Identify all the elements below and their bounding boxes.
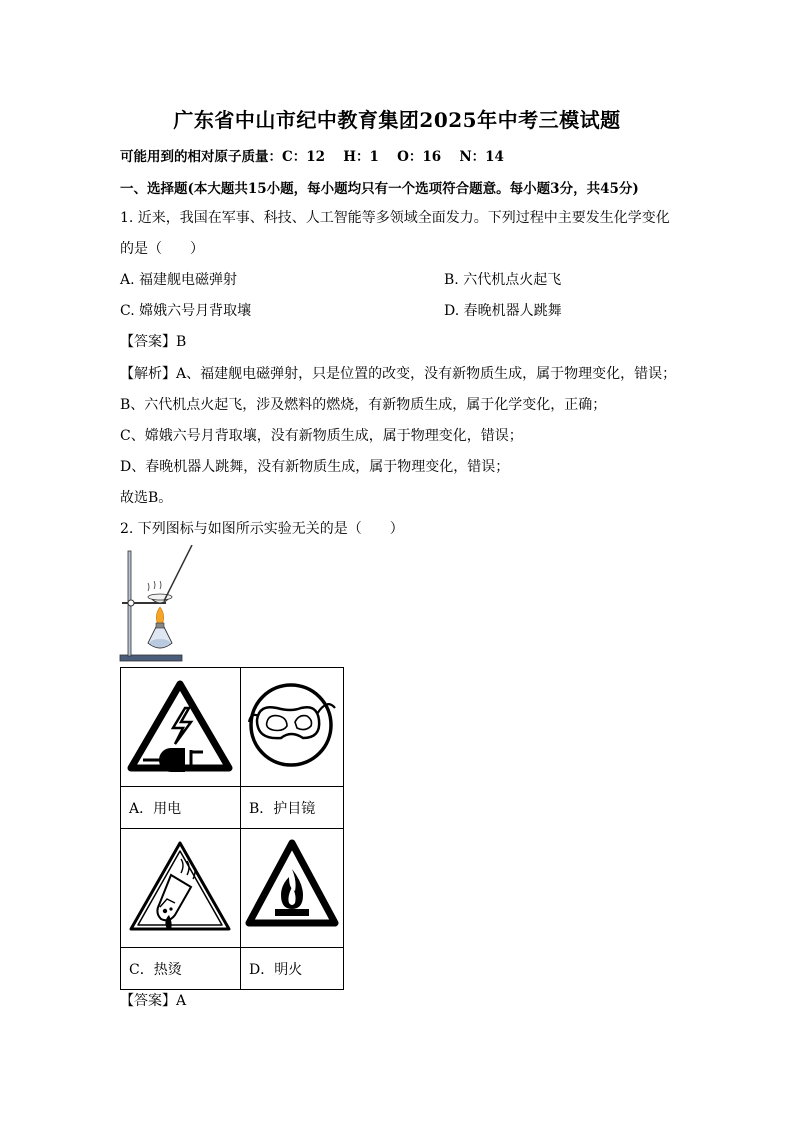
hazard-icon-table [120, 667, 344, 990]
q2-stem: 2. 下列图标与如图所示实验无关的是（ ） [120, 521, 404, 537]
q1-stem-line2: 的是（ ） [120, 241, 204, 257]
q1-analysis-line: B、六代机点火起飞，涉及燃料的燃烧，有新物质生成，属于化学变化，正确； [120, 397, 607, 413]
option-d-icon-cell [241, 829, 344, 948]
q1-option-c: C. 嫦娥六号月背取壤 [120, 303, 252, 319]
electricity-hazard-icon [121, 668, 240, 782]
open-flame-icon [241, 829, 343, 943]
q1-analysis-line: 【解析】A、福建舰电磁弹射，只是位置的改变，没有新物质生成，属于物理变化，错误； [120, 366, 677, 382]
option-c-label: C．热烫 [121, 948, 241, 990]
q1-option-d: D. 春晚机器人跳舞 [444, 303, 562, 319]
q1-option-a: A. 福建舰电磁弹射 [120, 272, 238, 288]
q1-stem-line1: 1. 近来，我国在军事、科技、人工智能等多领域全面发力。下列过程中主要发生化学变化 [120, 210, 670, 226]
q1-option-b: B. 六代机点火起飞 [444, 272, 562, 288]
section-heading: 一、选择题(本大题共15小题，每小题均只有一个选项符合题意。每小题3分，共45分) [120, 181, 639, 197]
option-b-icon-cell [241, 668, 344, 787]
evaporation-apparatus-illustration [118, 545, 198, 663]
q1-answer: 【答案】B [120, 334, 187, 350]
hot-surface-icon [121, 829, 240, 943]
q1-analysis-line: C、嫦娥六号月背取壤，没有新物质生成，属于物理变化，错误； [120, 428, 523, 444]
option-c-icon-cell [121, 829, 241, 948]
option-a-label: A．用电 [121, 787, 241, 829]
q2-answer: 【答案】A [120, 993, 187, 1009]
goggles-icon [241, 668, 343, 782]
atomic-mass-note: 可能用到的相对原子质量：C：12 H：1 O：16 N：14 [120, 149, 504, 165]
q1-analysis-line: D、春晚机器人跳舞，没有新物质生成，属于物理变化，错误； [120, 459, 510, 475]
option-d-label: D．明火 [241, 948, 344, 990]
option-a-icon-cell [121, 668, 241, 787]
page-title: 广东省中山市纪中教育集团2025年中考三模试题 [173, 108, 621, 132]
q1-conclusion: 故选B。 [120, 490, 173, 506]
option-b-label: B．护目镜 [241, 787, 344, 829]
